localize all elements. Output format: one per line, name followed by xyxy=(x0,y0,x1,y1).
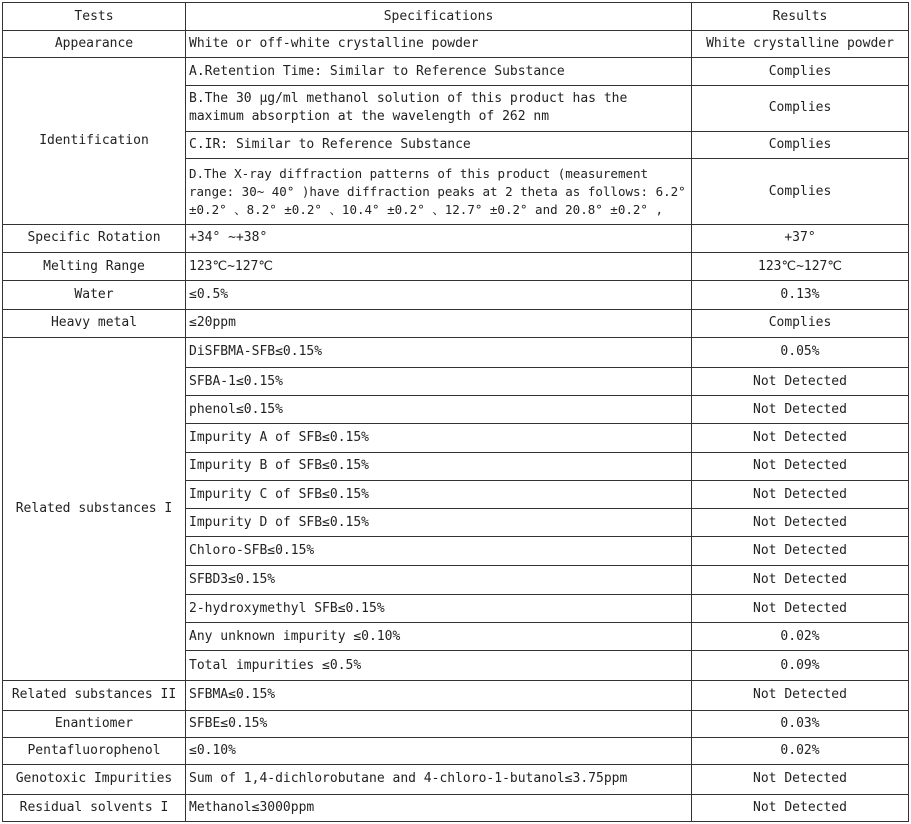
test-name: Melting Range xyxy=(3,253,186,281)
spec-cell: Impurity B of SFB≤0.15% xyxy=(186,452,692,480)
spec-cell: White or off-white crystalline powder xyxy=(186,31,692,58)
table-row xyxy=(3,680,909,710)
test-name: Enantiomer xyxy=(3,710,186,737)
result-cell: Not Detected xyxy=(692,765,909,794)
header-results: Results xyxy=(692,3,909,31)
spec-cell: Impurity A of SFB≤0.15% xyxy=(186,424,692,452)
result-cell: 0.02% xyxy=(692,738,909,765)
result-cell: Not Detected xyxy=(692,594,909,622)
result-cell: Not Detected xyxy=(692,396,909,424)
result-cell: Not Detected xyxy=(692,452,909,480)
test-name: Genotoxic Impurities xyxy=(3,765,186,794)
test-name: Identification xyxy=(3,58,186,224)
table-row xyxy=(3,738,909,765)
result-cell: 0.05% xyxy=(692,337,909,367)
spec-cell: Chloro-SFB≤0.15% xyxy=(186,537,692,565)
spec-cell: SFBMA≤0.15% xyxy=(186,680,692,710)
spec-cell: phenol≤0.15% xyxy=(186,396,692,424)
result-cell: Not Detected xyxy=(692,368,909,396)
test-name: Pentafluorophenol xyxy=(3,738,186,765)
table-row xyxy=(3,309,909,337)
result-cell: Not Detected xyxy=(692,537,909,565)
table-row xyxy=(3,281,909,309)
spec-cell: +34° ~+38° xyxy=(186,224,692,252)
table-row xyxy=(3,31,909,58)
spec-cell: SFBA-1≤0.15% xyxy=(186,368,692,396)
spec-cell: ≤0.5% xyxy=(186,281,692,309)
table-row xyxy=(3,337,909,367)
spec-cell: 123℃~127℃ xyxy=(186,253,692,281)
table-row xyxy=(3,765,909,794)
table-row xyxy=(3,58,909,85)
result-cell: Complies xyxy=(692,132,909,159)
result-cell: Complies xyxy=(692,309,909,337)
result-cell: 0.03% xyxy=(692,710,909,737)
spec-cell: Total impurities ≤0.5% xyxy=(186,651,692,680)
result-cell: Not Detected xyxy=(692,424,909,452)
test-name: Specific Rotation xyxy=(3,224,186,252)
result-cell: Complies xyxy=(692,58,909,85)
test-name: Water xyxy=(3,281,186,309)
result-cell: 0.09% xyxy=(692,651,909,680)
result-cell: Not Detected xyxy=(692,680,909,710)
result-cell: 123℃~127℃ xyxy=(692,253,909,281)
test-name: Related substances I xyxy=(3,337,186,680)
result-cell: 0.13% xyxy=(692,281,909,309)
test-name: Related substances II xyxy=(3,680,186,710)
result-cell: Complies xyxy=(692,85,909,131)
test-name: Heavy metal xyxy=(3,309,186,337)
spec-cell: Impurity C of SFB≤0.15% xyxy=(186,480,692,508)
test-name: Appearance xyxy=(3,31,186,58)
spec-cell: ≤20ppm xyxy=(186,309,692,337)
result-cell: Not Detected xyxy=(692,565,909,594)
result-cell: 0.02% xyxy=(692,623,909,651)
spec-cell: A.Retention Time: Similar to Reference Substance xyxy=(186,58,692,85)
spec-cell: Methanol≤3000ppm xyxy=(186,794,692,821)
result-cell: Not Detected xyxy=(692,509,909,537)
spec-cell: SFBD3≤0.15% xyxy=(186,565,692,594)
test-name: Residual solvents I xyxy=(3,794,186,821)
spec-cell: C.IR: Similar to Reference Substance xyxy=(186,132,692,159)
result-cell: White crystalline powder xyxy=(692,31,909,58)
spec-cell: D.The X-ray diffraction patterns of this product (measurement range: 30~ 40° )have diffraction peaks at 2 theta as follows: 6.2° ±0.2° 、8.2° ±0.2° 、10.4° ±0.2° 、12.7° ±0.2° and 20.8° ±0.2° , xyxy=(186,159,692,225)
result-cell: Not Detected xyxy=(692,480,909,508)
header-tests: Tests xyxy=(3,3,186,31)
spec-cell: 2-hydroxymethyl SFB≤0.15% xyxy=(186,594,692,622)
header-specifications: Specifications xyxy=(186,3,692,31)
spec-cell: Any unknown impurity ≤0.10% xyxy=(186,623,692,651)
result-cell: Not Detected xyxy=(692,794,909,821)
result-cell: Complies xyxy=(692,159,909,225)
specification-table xyxy=(2,2,909,822)
table-row xyxy=(3,224,909,252)
header-row xyxy=(3,3,909,31)
spec-cell: B.The 30 μg/ml methanol solution of this product has the maximum absorption at the wavelength of 262 nm xyxy=(186,85,692,131)
table-row xyxy=(3,710,909,737)
spec-cell: SFBE≤0.15% xyxy=(186,710,692,737)
table-row xyxy=(3,253,909,281)
spec-cell: Sum of 1,4-dichlorobutane and 4-chloro-1-butanol≤3.75ppm xyxy=(186,765,692,794)
result-cell: +37° xyxy=(692,224,909,252)
spec-cell: DiSFBMA-SFB≤0.15% xyxy=(186,337,692,367)
table-row xyxy=(3,794,909,821)
spec-cell: Impurity D of SFB≤0.15% xyxy=(186,509,692,537)
spec-cell: ≤0.10% xyxy=(186,738,692,765)
